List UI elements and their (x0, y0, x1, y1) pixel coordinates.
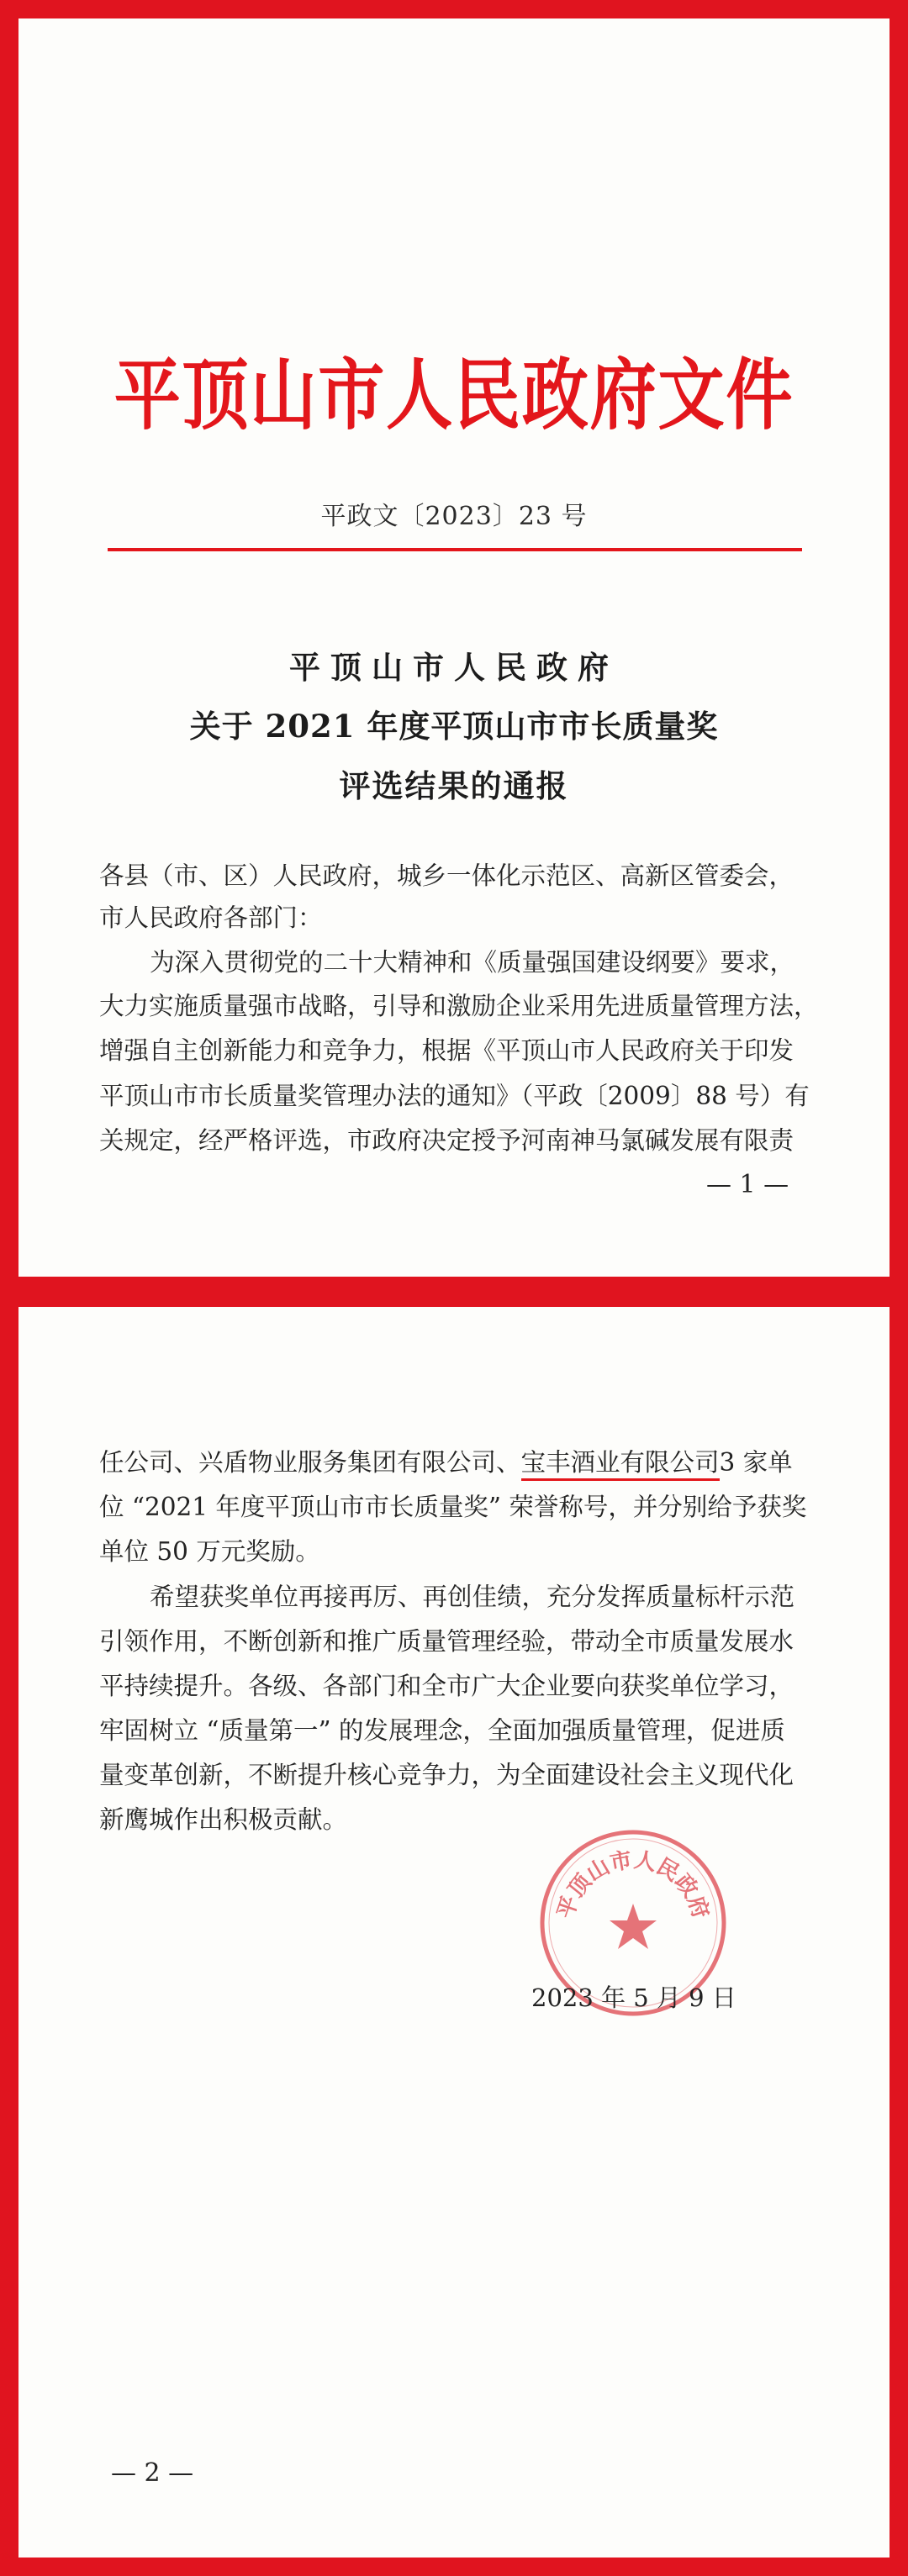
body-line: 为深入贯彻党的二十大精神和《质量强国建设纲要》要求， (150, 948, 795, 977)
seal-text: 平顶山市人民政府 (552, 1847, 714, 1922)
document-page-1 (18, 18, 890, 1277)
notice-title-line-3: 评选结果的通报 (339, 767, 569, 804)
document-number: 平政文〔2023〕23 号 (320, 502, 588, 531)
body-line: 希望获奖单位再接再厉、再创佳绩，充分发挥质量标杆示范 (150, 1583, 795, 1611)
body-line: 量变革创新，不断提升核心竞争力，为全面建设社会主义现代化 (99, 1761, 794, 1789)
body-line: 平持续提升。各级、各部门和全市广大企业要向获奖单位学习， (99, 1672, 794, 1700)
document-header-title: 平顶山市人民政府文件 (114, 350, 794, 440)
issue-date: 2023 年 5 月 9 日 (531, 1983, 736, 2012)
red-divider (108, 548, 802, 551)
notice-title-line-1: 平顶山市人民政府 (289, 649, 619, 686)
body-line: 单位 50 万元奖励。 (99, 1537, 320, 1566)
body-line: 引领作用，不断创新和推广质量管理经验，带动全市质量发展水 (99, 1627, 794, 1656)
body-line: 位 “2021 年度平顶山市市长质量奖” 荣誉称号，并分别给予获奖 (99, 1493, 807, 1521)
page-number: — 1 — (706, 1170, 789, 1199)
body-line: 增强自主创新能力和竞争力，根据《平顶山市人民政府关于印发 (99, 1036, 794, 1065)
notice-title-line-2: 关于 2021 年度平顶山市市长质量奖 (189, 708, 719, 745)
body-line: 大力实施质量强市战略，引导和激励企业采用先进质量管理方法， (99, 992, 819, 1020)
body-line: 各县（市、区）人民政府，城乡一体化示范区、高新区管委会， (99, 861, 794, 890)
body-line: 新鹰城作出积极贡献。 (99, 1805, 348, 1834)
star-icon (610, 1904, 657, 1949)
body-text: 任公司、兴盾物业服务集团有限公司、 (99, 1448, 521, 1477)
body-text: 3 家单 (719, 1448, 793, 1477)
highlighted-company-name: 宝丰酒业有限公司 (521, 1448, 720, 1481)
body-line-with-highlight (99, 1446, 810, 1479)
document-page-2 (18, 1307, 890, 2558)
page-number: — 2 — (111, 2458, 194, 2488)
body-line: 关规定，经严格评选，市政府决定授予河南神马氯碱发展有限责 (99, 1126, 794, 1155)
body-line: 牢固树立 “质量第一” 的发展理念，全面加强质量管理，促进质 (99, 1716, 785, 1745)
body-line: 平顶山市市长质量奖管理办法的通知》（平政〔2009〕88 号）有 (99, 1082, 810, 1110)
body-line: 市人民政府各部门： (99, 903, 323, 932)
